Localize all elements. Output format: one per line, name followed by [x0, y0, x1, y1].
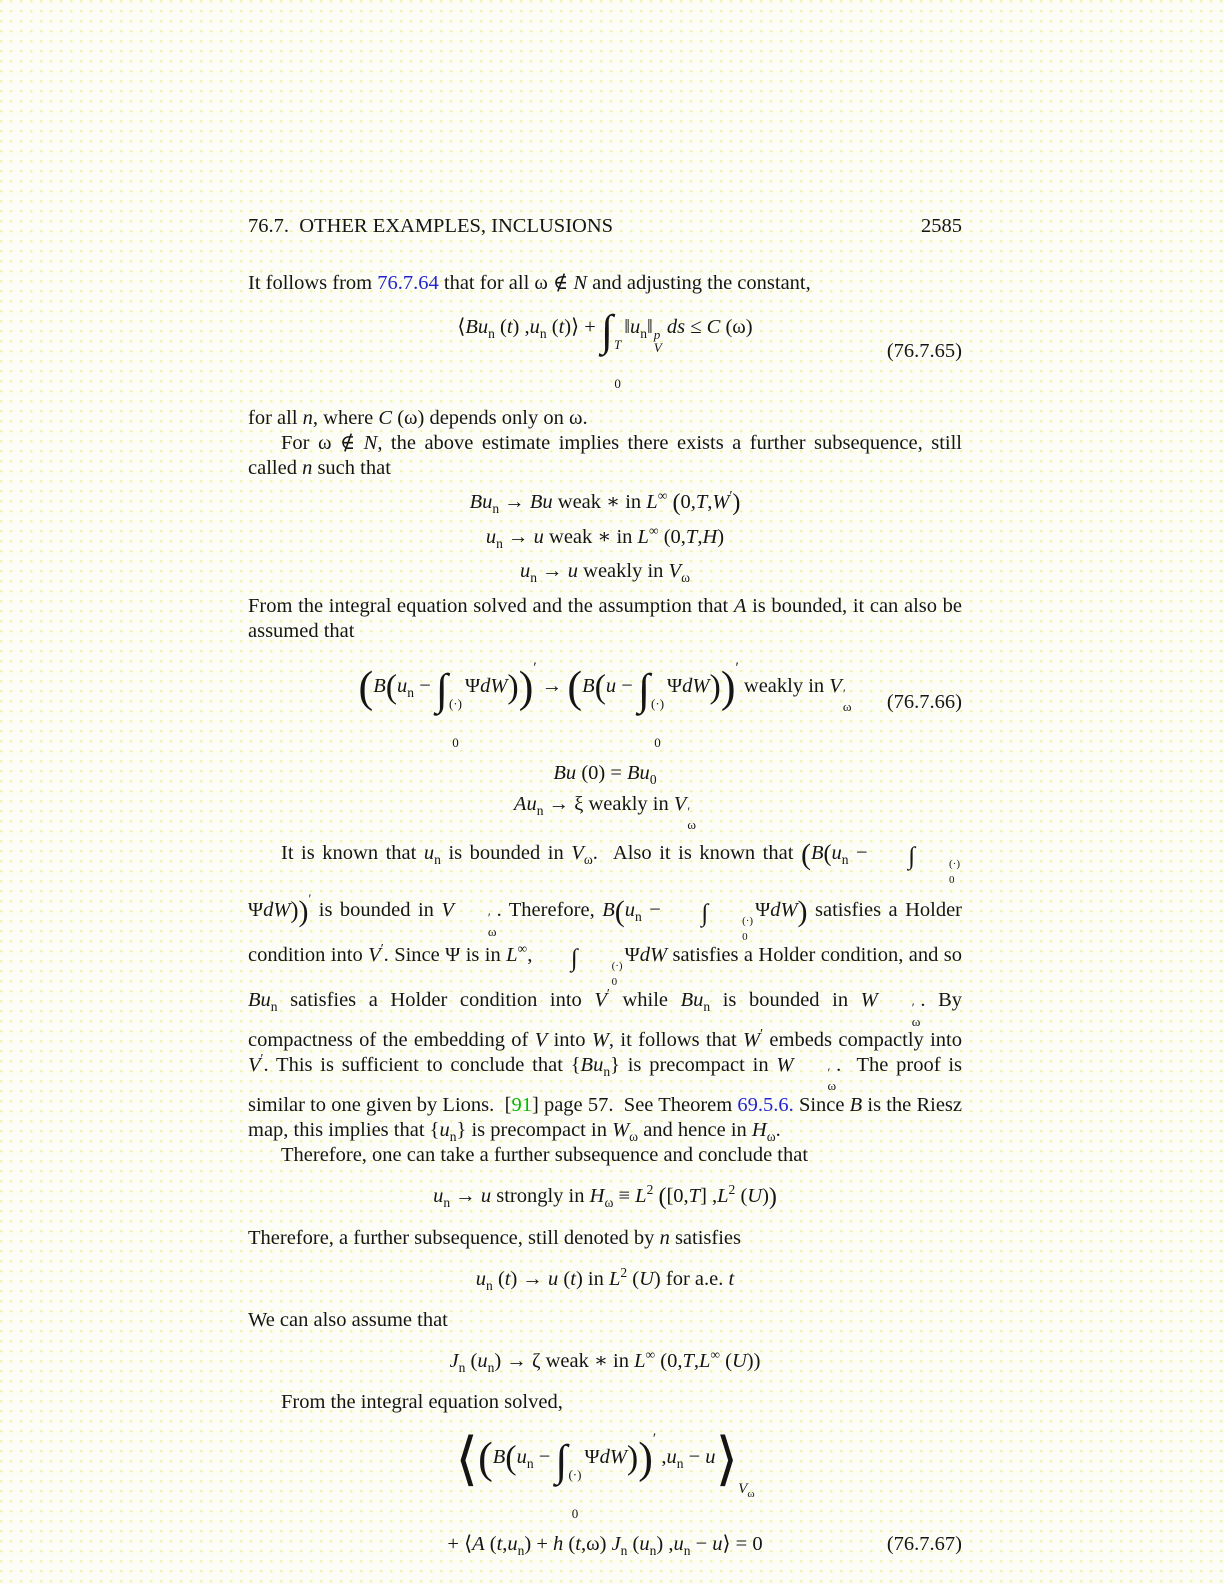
- equation-weak-2: $u_n \to u$ weak ∗ in L∞ (0,T,H): [485, 522, 725, 551]
- equation-76-7-66: [248, 656, 962, 749]
- text-run: ] page 57. See Theorem: [531, 1093, 738, 1116]
- paragraph-assume: We can also assume that: [248, 1308, 448, 1331]
- equation-tag: (76.7.65): [886, 339, 962, 362]
- paragraph-for-all-n: for all n, where C (ω) depends only on ω.: [248, 407, 588, 429]
- equation-tag: (76.7.67): [886, 1532, 962, 1555]
- equation-tag: (76.7.66): [886, 690, 962, 713]
- equation-weak-3: $u_n \to u$ weakly in $V_\omega$: [520, 559, 690, 585]
- paragraph-integral-equation: From the integral equation solved and the assumption that A is bounded, it can also be assumed that: [248, 594, 963, 642]
- page-header: [248, 214, 962, 239]
- equation-aun: $Au_n \to \xi$ weakly in V ′ ω: [513, 792, 697, 833]
- text-run: that for all ω ∉ N and adjusting the constant,: [438, 272, 811, 294]
- cite-link-91[interactable]: 91: [511, 1093, 532, 1116]
- paragraph-for-omega: For ω ∉ N, the above estimate implies there exists a further subsequence, still called n such that: [248, 432, 962, 479]
- text-run: It is known that $u_n$ is bounded in $V_\omega$. Also it is known that ($B(u_n$ − ∫ (·) 0 ΨdW))′ is bounded in V ′ ω . Therefore, $B(u_n$ − ∫ (·) 0 ΨdW) satisfies a Holder condition into V′. Since Ψ is in L∞, ∫ (·) 0 ΨdW satisfies a Holder condition, and so $Bu_n$ satisfies a Holder condition into V′ while $Bu_n$ is bounded in W ′ ω . By compactness of the embedding of V into W, it follows that W′ embeds compactly into V′. This is sufficient to conclude that $\{Bu_n\}$ is precompact in W ′ ω . The proof is similar to one given by Lions. [: [248, 838, 963, 1116]
- text-run: It follows from: [248, 272, 378, 294]
- section-heading: 76.7. OTHER EXAMPLES, INCLUSIONS: [248, 215, 614, 237]
- page-number: 2585: [921, 215, 962, 237]
- equation-body: $⟨Bu_n$ (t) $,u_n$ (t)⟩ + ∫ T 0 $‖u_n‖$ p V ds ≤ C (ω): [457, 306, 753, 391]
- paragraph-further-subsequence: Therefore, a further subsequence, still denoted by n satisfies: [248, 1226, 741, 1249]
- equation-body: + ⟨A $(t,u_n) + h$ (t,ω) $J_n$ $(u_n) ,u_n$ − u⟩ = 0: [447, 1532, 763, 1558]
- text-run: Since B is the Riesz map, this implies that $\{u_n\}$ is precompact in $W_\omega$ and hence in $H_\omega$.: [248, 1093, 963, 1144]
- paragraph-holder: [248, 838, 963, 1144]
- equation-jn: $J_n$ $(u_n) \to \zeta$ weak ∗ in L∞ (0,T,L∞ (U)): [449, 1346, 761, 1375]
- equation-76-7-67-line1: $⟨(B(u_n$ − ∫ (·) 0 ΨdW))′ $,u_n$ − $u⟩_{V_\omega}$: [455, 1423, 755, 1521]
- paragraph-subsequence: Therefore, one can take a further subsequence and conclude that: [281, 1143, 809, 1166]
- equation-76-7-67: [248, 1532, 962, 1557]
- equation-weak-1: $Bu_n \to Bu$ weak ∗ in L∞ (0,T,W′): [469, 488, 741, 517]
- ref-link-69-5-6[interactable]: 69.5.6.: [737, 1093, 794, 1116]
- equation-strong-convergence: $u_n \to u$ strongly in $H_\omega \equiv L^2$ ([0,T] $,L^2$ (U)): [433, 1181, 777, 1210]
- equation-76-7-65: [248, 306, 962, 391]
- ref-link-76-7-64[interactable]: 76.7.64: [377, 272, 439, 294]
- equation-ae-convergence: $u_n$ (t) → u (t) in $L^2$ (U) for a.e. t: [475, 1264, 735, 1293]
- paragraph-intro: [248, 271, 962, 296]
- paragraph-from-integral: From the integral equation solved,: [281, 1390, 563, 1413]
- equation-body: ($B(u_n$ − ∫ (·) 0 ΨdW))′ → (B(u − ∫ (·) 0 ΨdW))′ weakly in V ′ ω: [358, 659, 852, 750]
- equation-bu0: Bu $(0) = Bu_0$: [553, 761, 657, 787]
